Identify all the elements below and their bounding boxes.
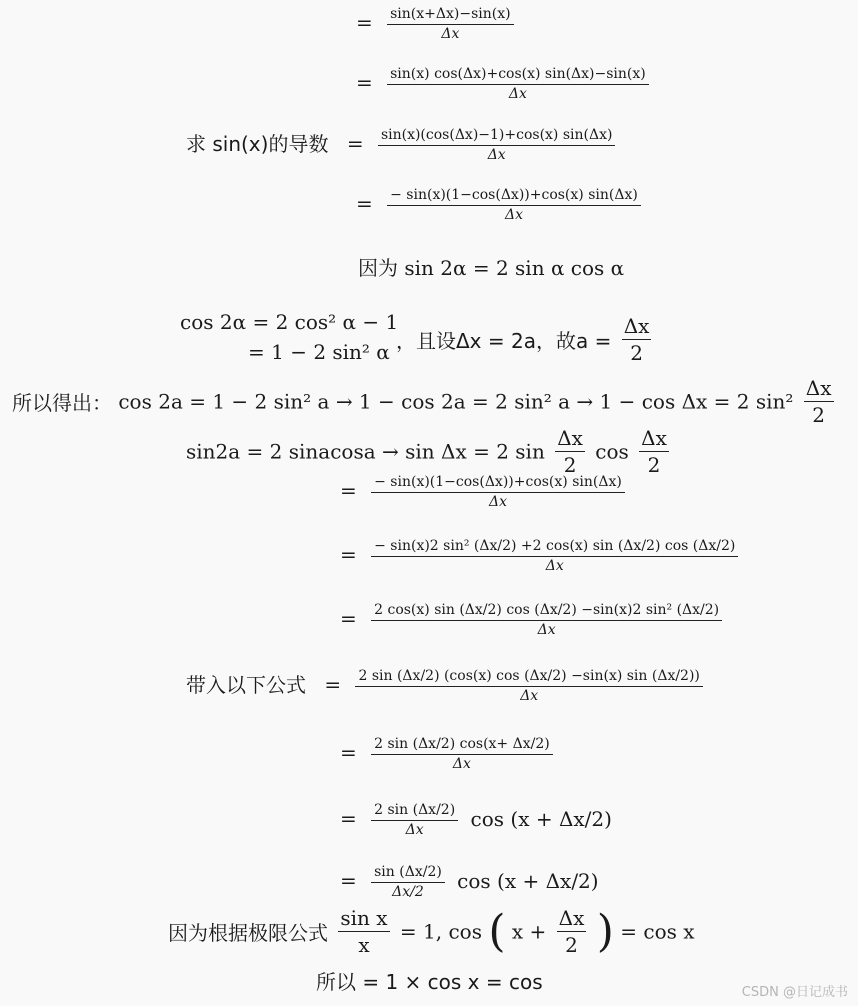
denominator: Δx <box>405 822 424 838</box>
equals-sign: = <box>340 868 357 893</box>
therefore-label: 所以得出： <box>12 391 112 415</box>
numerator: sin (Δx/2) <box>374 864 442 880</box>
denominator: Δx <box>520 688 539 704</box>
final-text: 所以 = 1 × cos x = cos <box>316 970 543 994</box>
step-11 <box>340 864 599 900</box>
denominator: 2 <box>565 933 578 957</box>
fraction <box>371 802 458 838</box>
left-paren: ( <box>488 906 506 957</box>
fraction <box>371 538 738 574</box>
right-paren: ) <box>596 906 614 957</box>
fraction <box>387 187 641 223</box>
cos2a-line-1: cos 2α = 2 cos² α − 1 <box>180 310 399 334</box>
numerator: − sin(x)(1−cos(Δx))+cos(x) sin(Δx) <box>390 187 638 203</box>
denominator: Δx <box>508 86 527 102</box>
numerator: − sin(x)2 sin² (Δx/2) +2 cos(x) sin (Δx/2) cos (Δx/2) <box>374 538 736 554</box>
denominator: Δx <box>488 494 507 510</box>
fraction <box>378 127 616 163</box>
numerator: Δx <box>557 426 583 450</box>
limit-label: 因为根据极限公式 <box>168 921 328 945</box>
limit-fraction <box>338 906 389 957</box>
fraction <box>387 66 649 102</box>
step-7 <box>340 602 722 638</box>
numerator: 2 sin (Δx/2) <box>374 802 456 818</box>
numerator: sin(x) cos(Δx)+cos(x) sin(Δx)−sin(x) <box>390 66 646 82</box>
derived-line <box>12 376 838 427</box>
let-text: ，且设Δx = 2a，故a = <box>396 329 612 353</box>
numerator: Δx <box>641 426 667 450</box>
step-5 <box>340 474 625 510</box>
denominator: Δx <box>452 756 471 772</box>
numerator: sin(x+Δx)−sin(x) <box>390 6 511 22</box>
let-statement <box>396 314 655 365</box>
fraction <box>371 602 722 638</box>
fraction <box>371 736 553 772</box>
equals-sign: = <box>340 606 357 631</box>
step-10 <box>340 802 612 838</box>
denominator: Δx <box>487 147 506 163</box>
step-6 <box>340 538 738 574</box>
fraction-dx-over-2 <box>622 314 652 365</box>
derived-chain: cos 2a = 1 − 2 sin² a → 1 − cos 2a = 2 sin² a → 1 − cos Δx = 2 sin² <box>118 389 794 414</box>
fraction-dx-over-2 <box>639 426 669 477</box>
numerator: 2 sin (Δx/2) cos(x+ Δx/2) <box>374 736 550 752</box>
cos2a-line-2: = 1 − 2 sin² α <box>248 340 390 364</box>
denominator: 2 <box>563 453 577 477</box>
denominator: Δx <box>441 26 460 42</box>
cos-tail: cos (x + Δx/2) <box>470 806 612 831</box>
because-text: 因为 sin 2α = 2 sin α cos α <box>358 256 625 280</box>
step-4 <box>356 187 641 223</box>
numerator: sin x <box>340 906 388 930</box>
double-angle-line <box>358 252 624 281</box>
denominator: Δx <box>545 558 564 574</box>
numerator: − sin(x)(1−cos(Δx))+cos(x) sin(Δx) <box>374 474 622 490</box>
derivative-label: 求 sin(x)的导数 <box>186 131 329 156</box>
step-3 <box>186 127 615 163</box>
sin2a-line <box>186 426 673 477</box>
equals-sign: = <box>356 191 373 216</box>
step-1 <box>356 6 514 42</box>
equals-sign: = <box>346 131 364 156</box>
equals-sign: = <box>340 740 357 765</box>
final-line <box>316 966 543 995</box>
equals-sign: = <box>324 672 342 697</box>
denominator: 2 <box>812 403 826 427</box>
numerator: sin(x)(cos(Δx)−1)+cos(x) sin(Δx) <box>380 127 613 143</box>
denominator: Δx/2 <box>392 884 424 900</box>
denominator: x <box>358 933 370 957</box>
step-2 <box>356 66 649 102</box>
equals-sign: = <box>340 542 357 567</box>
limit-paren-text: x + <box>511 919 547 944</box>
cos-word: cos <box>595 439 629 464</box>
cos2a-identity <box>180 310 398 364</box>
equals-sign: = <box>356 70 373 95</box>
denominator: 2 <box>647 453 661 477</box>
numerator: 2 sin (Δx/2) (cos(x) cos (Δx/2) −sin(x) sin (Δx/2)) <box>358 668 700 684</box>
fraction <box>355 668 702 704</box>
fraction-dx-over-2 <box>557 906 587 957</box>
step-8 <box>186 668 703 704</box>
limit-line <box>168 906 695 957</box>
equals-sign: = <box>356 10 373 35</box>
watermark: CSDN @日记成书 <box>741 985 848 1000</box>
equals-sign: = <box>340 806 357 831</box>
substitute-label: 带入以下公式 <box>186 672 306 697</box>
limit-rest: = 1, cos <box>399 919 482 944</box>
numerator: Δx <box>805 376 832 400</box>
denominator: Δx <box>537 622 556 638</box>
fraction-dx-over-2 <box>804 376 834 427</box>
fraction <box>371 864 445 900</box>
sin2a-text: sin2a = 2 sinacosa → sin Δx = 2 sin <box>186 439 545 464</box>
denominator: 2 <box>630 341 643 365</box>
fraction <box>371 474 625 510</box>
step-9 <box>340 736 553 772</box>
denominator: Δx <box>504 207 523 223</box>
numerator: 2 cos(x) sin (Δx/2) cos (Δx/2) −sin(x)2 sin² (Δx/2) <box>374 602 720 618</box>
fraction <box>387 6 513 42</box>
fraction-dx-over-2 <box>555 426 585 477</box>
numerator: Δx <box>558 906 585 930</box>
numerator: Δx <box>623 314 650 338</box>
cos-tail: cos (x + Δx/2) <box>457 868 599 893</box>
limit-end: = cos x <box>620 919 695 944</box>
equals-sign: = <box>340 478 357 503</box>
